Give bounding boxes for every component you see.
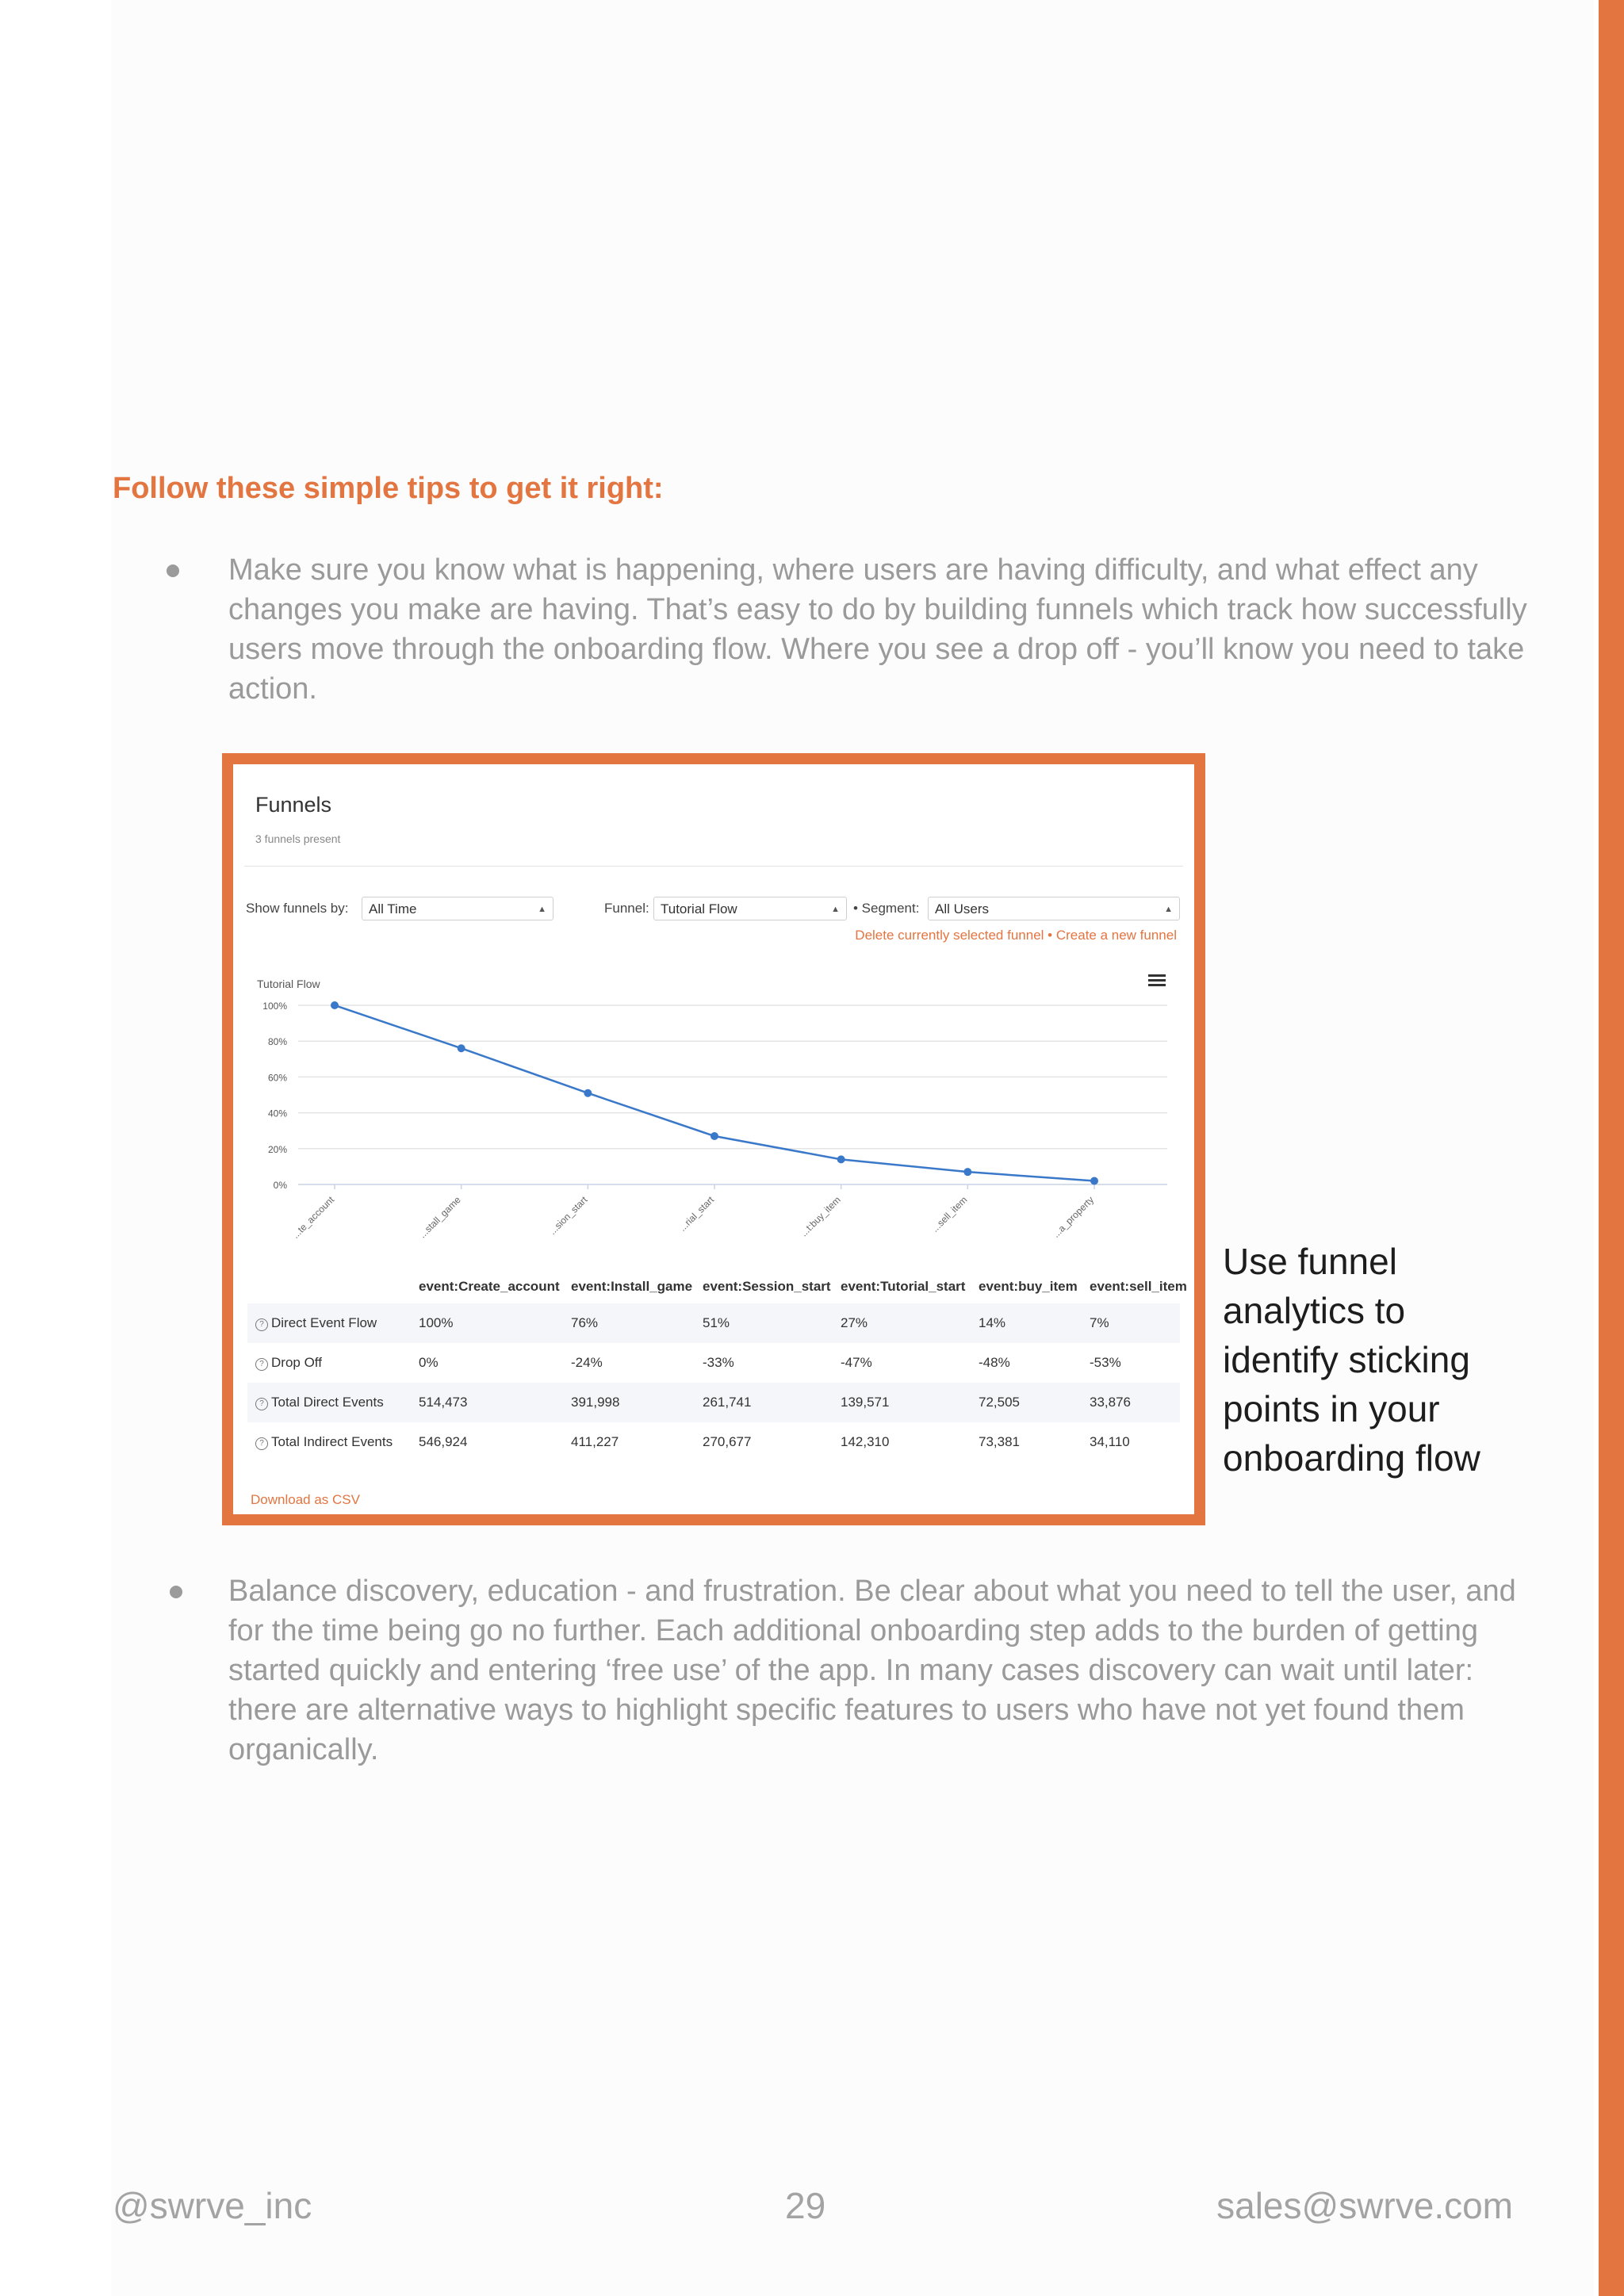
show-by-value: All Time bbox=[369, 901, 417, 916]
download-csv-link[interactable]: Download as CSV bbox=[251, 1492, 360, 1507]
table-cell: -47% bbox=[841, 1355, 872, 1370]
select-arrows-icon: ▲ bbox=[831, 905, 840, 914]
x-tick-label: ...sion_start bbox=[546, 1194, 590, 1237]
y-tick-label: 80% bbox=[267, 1036, 287, 1048]
table-row bbox=[247, 1343, 1180, 1383]
show-by-select[interactable] bbox=[362, 897, 553, 920]
funnel-label: Funnel: bbox=[604, 901, 649, 916]
segment-select[interactable] bbox=[928, 897, 1180, 920]
paragraph-2-continuation: organically. bbox=[228, 1733, 379, 1766]
table-header: event:Tutorial_start bbox=[841, 1279, 966, 1294]
table-cell: -24% bbox=[571, 1355, 603, 1370]
table-cell: 73,381 bbox=[979, 1434, 1020, 1449]
paragraph-2-text: Balance discovery, education - and frustration. Be clear about what you need to tell the user, and for the time being go no further. Each additional onboarding step adds to the burden of getting started quickly and entering ‘free use’ of the app. In many cases discovery can wait until later: there are alternative ways to highlight specific features to users who have not yet found them bbox=[228, 1575, 1516, 1727]
table-cell: 514,473 bbox=[419, 1383, 571, 1422]
table-cell: -53% bbox=[1090, 1355, 1121, 1370]
table-cell: 100% bbox=[419, 1303, 571, 1343]
help-icon[interactable]: ? bbox=[255, 1437, 268, 1450]
table-cell: -33% bbox=[703, 1355, 734, 1370]
screenshot-caption: Use funnel analytics to identify sticking points in your onboarding flow bbox=[1223, 1241, 1480, 1479]
funnel-value: Tutorial Flow bbox=[661, 901, 737, 916]
funnel-select[interactable] bbox=[653, 897, 847, 920]
series-line bbox=[335, 1005, 1094, 1181]
table-row bbox=[247, 1383, 1180, 1422]
help-icon[interactable]: ? bbox=[255, 1398, 268, 1410]
y-tick-label: 20% bbox=[267, 1143, 287, 1155]
y-tick-label: 40% bbox=[267, 1108, 287, 1119]
data-point bbox=[963, 1168, 971, 1176]
x-tick-label: ...t:buy_item bbox=[798, 1194, 843, 1239]
table-header: event:sell_item bbox=[1090, 1279, 1187, 1294]
sales-email[interactable]: sales@swrve.com bbox=[1216, 2185, 1513, 2226]
x-tick-label: ...stall_game bbox=[416, 1194, 463, 1241]
table-cell: 7% bbox=[1090, 1303, 1180, 1343]
funnel-table bbox=[247, 1270, 1187, 1462]
link-separator: • bbox=[1044, 928, 1056, 943]
row-label-cell bbox=[247, 1343, 419, 1383]
accent-bar bbox=[1599, 0, 1624, 2296]
data-point bbox=[1090, 1177, 1098, 1184]
select-arrows-icon: ▲ bbox=[538, 905, 546, 914]
data-point bbox=[458, 1044, 465, 1052]
data-point bbox=[331, 1001, 339, 1009]
table-cell: 270,677 bbox=[703, 1434, 752, 1449]
x-tick-label: ...sell_item bbox=[929, 1194, 970, 1234]
table-cell: -48% bbox=[979, 1355, 1010, 1370]
show-by-label: Show funnels by: bbox=[246, 901, 349, 916]
table-cell: 142,310 bbox=[841, 1434, 890, 1449]
delete-funnel-link[interactable]: Delete currently selected funnel bbox=[855, 928, 1044, 943]
bullet-1 bbox=[167, 564, 179, 577]
table-header: event:buy_item bbox=[979, 1279, 1078, 1294]
row-label: Total Indirect Events bbox=[271, 1434, 393, 1449]
table-header: event:Install_game bbox=[571, 1279, 693, 1294]
funnel-actions bbox=[855, 928, 1177, 943]
x-tick-label: ...rial_start bbox=[676, 1194, 717, 1234]
row-label: Direct Event Flow bbox=[271, 1315, 377, 1330]
table-cell: 27% bbox=[841, 1303, 979, 1343]
x-tick-label: ...te_account bbox=[289, 1194, 337, 1241]
paragraph-1: Make sure you know what is happening, where users are having difficulty, and what effect any changes you make are having. That’s easy to do by building funnels which track how successfully users move through the onboarding flow. Where you see a drop off - you’ll know you need to take action. bbox=[228, 553, 1527, 706]
segment-label: • Segment: bbox=[853, 901, 920, 916]
row-label: Total Direct Events bbox=[271, 1395, 384, 1410]
table-cell: 0% bbox=[419, 1355, 439, 1370]
table-cell: 411,227 bbox=[571, 1434, 619, 1449]
twitter-handle[interactable]: @swrve_inc bbox=[113, 2185, 312, 2226]
data-point bbox=[837, 1155, 845, 1163]
section-heading: Follow these simple tips to get it right: bbox=[113, 472, 664, 505]
table-cell: 391,998 bbox=[571, 1383, 703, 1422]
table-cell: 51% bbox=[703, 1303, 841, 1343]
table-cell: 76% bbox=[571, 1303, 703, 1343]
row-label-cell bbox=[247, 1383, 419, 1422]
table-cell: 261,741 bbox=[703, 1383, 841, 1422]
table-cell: 34,110 bbox=[1090, 1434, 1130, 1449]
menu-icon[interactable] bbox=[1148, 972, 1166, 989]
segment-value: All Users bbox=[935, 901, 990, 916]
funnels-screenshot bbox=[222, 753, 1205, 1525]
table-row bbox=[247, 1422, 1180, 1462]
funnels-title: Funnels bbox=[255, 793, 332, 817]
help-icon[interactable]: ? bbox=[255, 1358, 268, 1371]
help-icon[interactable]: ? bbox=[255, 1318, 268, 1331]
row-label-cell bbox=[247, 1422, 419, 1462]
table-cell: 33,876 bbox=[1090, 1383, 1180, 1422]
y-tick-label: 0% bbox=[273, 1180, 287, 1191]
row-label: Drop Off bbox=[271, 1355, 322, 1370]
row-label-cell bbox=[247, 1303, 419, 1343]
funnels-count: 3 funnels present bbox=[255, 832, 341, 845]
table-cell: 139,571 bbox=[841, 1383, 979, 1422]
table-header-row bbox=[247, 1270, 1180, 1303]
divider bbox=[244, 866, 1183, 867]
table-row bbox=[247, 1303, 1180, 1343]
table-header: event:Create_account bbox=[419, 1279, 560, 1294]
y-tick-label: 60% bbox=[267, 1072, 287, 1084]
data-point bbox=[710, 1132, 718, 1140]
paragraph-2 bbox=[228, 1571, 1529, 1770]
x-tick-label: ...a_property bbox=[1050, 1194, 1097, 1240]
bullet-2 bbox=[170, 1586, 182, 1598]
page-number: 29 bbox=[785, 2185, 826, 2226]
chart-title: Tutorial Flow bbox=[257, 978, 320, 990]
funnel-line-chart bbox=[247, 970, 1183, 1241]
y-tick-label: 100% bbox=[262, 1001, 287, 1012]
select-arrows-icon: ▲ bbox=[1164, 905, 1173, 914]
table-cell: 72,505 bbox=[979, 1383, 1090, 1422]
table-cell: 14% bbox=[979, 1303, 1090, 1343]
table-header bbox=[247, 1270, 419, 1303]
create-funnel-link[interactable]: Create a new funnel bbox=[1055, 928, 1177, 943]
table-cell: 546,924 bbox=[419, 1434, 468, 1449]
table-header: event:Session_start bbox=[703, 1279, 831, 1294]
data-point bbox=[584, 1089, 592, 1097]
